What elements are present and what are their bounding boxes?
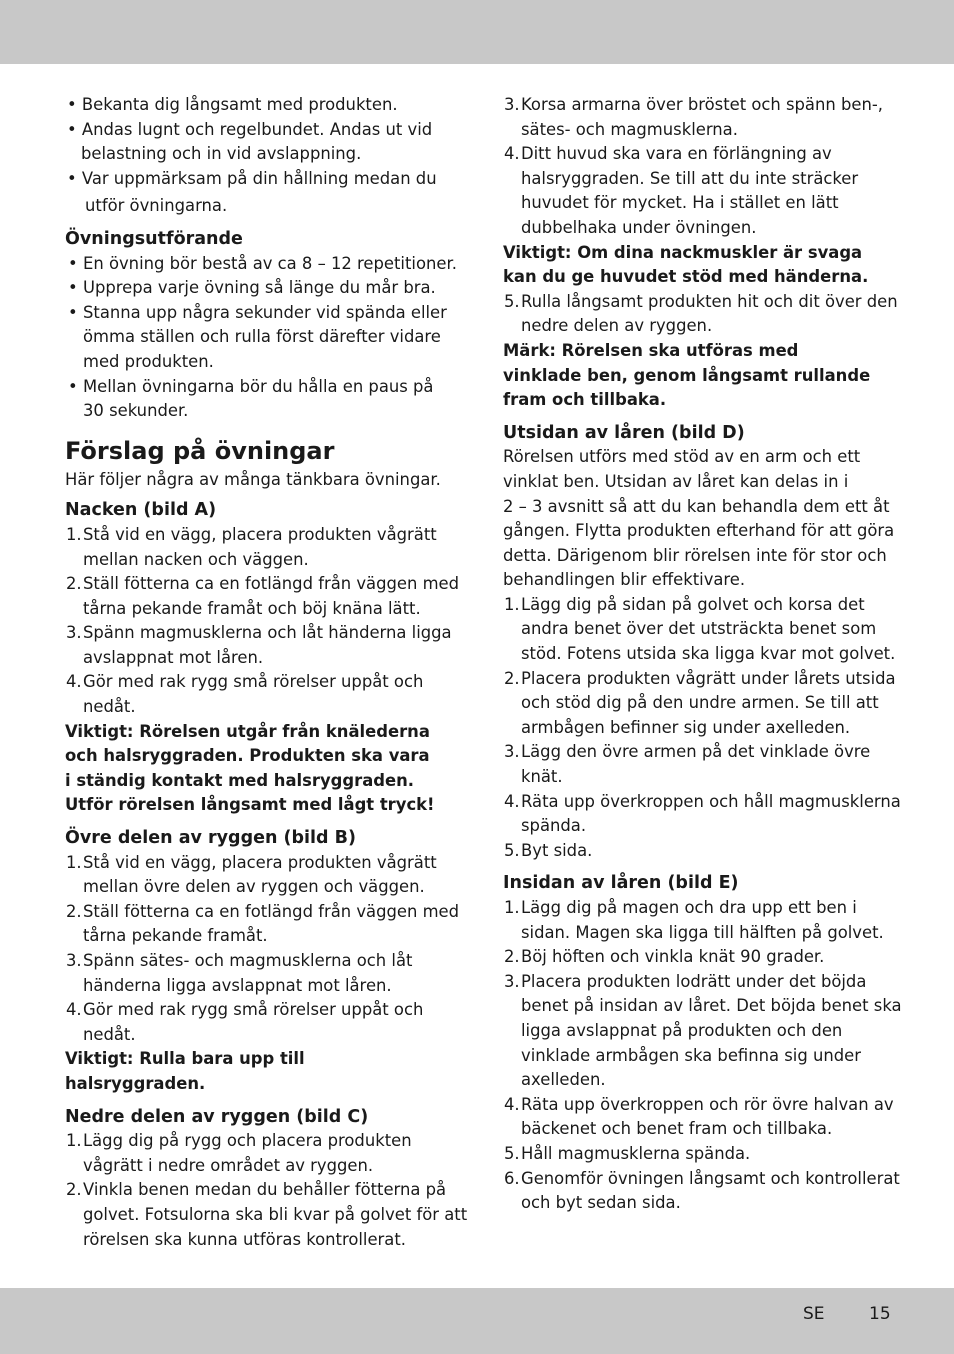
list-item [65,998,457,1023]
list-marker: 4. [504,144,520,164]
list-text: Lägg dig på magen och dra upp ett ben i [521,898,857,917]
list-text: Korsa armarna över bröstet och spänn ben-, [521,95,883,114]
paragraph-line: Rörelsen utförs med stöd av en arm och ett [503,447,861,467]
left-column [65,93,468,1252]
nedre-list-cont [503,290,898,339]
list-item [503,290,898,315]
ovning-list [65,252,457,424]
section-heading: Nacken (bild A) [65,500,217,521]
utsidan-intro [503,445,895,593]
ovre-list [65,851,460,1048]
list-text: Ställ fötterna ca en fotlängd från väggen med [83,901,460,921]
list-text: händerna ligga avslappnat mot låren. [83,975,392,995]
note-line: kan du ge huvudet stöd med händerna. [503,267,869,287]
list-item [503,1191,895,1216]
list-item [65,670,457,695]
list-item [65,548,457,573]
list-text: Upprepa varje övning så länge du mår bra. [83,278,436,298]
list-text: mellan övre delen av ryggen och väggen. [83,877,425,897]
list-marker: • [68,376,78,396]
page-title: Förslag på övningar [65,436,335,465]
list-marker: 3. [66,623,82,643]
list-marker: 3. [504,742,520,762]
list-item [503,93,895,118]
list-marker: 5. [504,840,520,860]
list-text: Stå vid en vägg, placera produkten vågrätt [83,852,437,872]
list-item [65,597,457,622]
list-marker: 4. [66,1000,82,1020]
list-marker: • [68,302,78,322]
list-marker: 1. [66,852,82,872]
list-text: ömma ställen och rulla först därefter vidare [83,327,441,347]
list-marker: 2. [504,668,520,688]
list-text: Gör med rak rygg små rörelser uppåt och [83,672,424,692]
list-item [503,716,895,741]
bullet-item: utför övningarna. [85,196,228,216]
list-text: benet på insidan av låret. Det böjda benet ska [521,996,902,1016]
list-text: avslappnat mot låren. [83,647,264,667]
list-item [503,642,895,667]
list-text: Placera produkten vågrätt under lårets utsida [521,668,896,688]
list-item [65,350,457,375]
bullet-item: • Bekanta dig långsamt med produkten. [67,95,398,114]
list-item [65,851,457,876]
list-text: armbågen befinner sig under axelleden. [521,717,851,737]
list-item [65,646,457,671]
list-item [503,191,895,216]
list-item [503,1117,895,1142]
list-text: Rulla långsamt produkten hit och dit över den [521,291,898,311]
list-item [503,1019,895,1044]
note-line: halsryggraden. [65,1073,206,1093]
note-line: och halsryggraden. Produkten ska vara [65,746,430,766]
list-item [503,994,902,1019]
list-text: Ditt huvud ska vara en förlängning av [521,144,832,164]
list-text: andra benet över det utsträckta benet som [521,619,877,639]
section-heading: Övre delen av ryggen (bild B) [65,828,356,849]
note-line: Märk: Rörelsen ska utföras med [503,340,799,360]
list-item [503,1044,895,1069]
list-marker: 3. [66,951,82,970]
list-item [503,970,895,995]
bullet-item: belastning och in vid avslappning. [81,144,362,164]
list-text: nedre delen av ryggen. [521,316,713,336]
list-item [65,325,457,350]
list-item [65,875,457,900]
paragraph-line: detta. Därigenom blir rörelsen inte för stor och [503,545,887,565]
list-item [65,900,460,925]
list-item [65,375,457,400]
list-marker: 1. [504,898,520,917]
list-text: axelleden. [521,1070,606,1090]
list-item [65,572,460,597]
paragraph-line: behandlingen blir effektivare. [503,570,746,590]
list-text: Byt sida. [521,840,593,860]
list-marker: 4. [66,672,82,692]
list-item [503,314,895,339]
list-text: Vinkla benen medan du behåller fötterna på [83,1180,447,1200]
list-text: stöd. Fotens utsida ska ligga kvar mot golvet. [521,644,896,664]
list-item [65,1228,457,1253]
note-line: Viktigt: Rulla bara upp till [65,1049,305,1069]
right-column [503,93,902,1216]
section-heading: Nedre delen av ryggen (bild C) [65,1106,369,1127]
list-item [503,814,895,839]
list-text: sätes- och magmusklerna. [521,119,738,139]
list-item [503,167,895,192]
list-item [503,691,895,716]
list-item [65,1178,457,1203]
page-number: 15 [869,1304,891,1324]
list-item [65,301,457,326]
list-item [65,695,457,720]
list-text: och stöd dig på den undre armen. Se till att [521,693,879,713]
note-line: fram och tillbaka. [503,390,667,410]
list-item [65,1023,457,1048]
header-bar [0,0,954,64]
list-text: rörelsen ska kunna utföras kontrollerat. [83,1229,406,1249]
list-text: Böj höften och vinkla knät 90 grader. [521,947,825,967]
bullet-item: • Var uppmärksam på din hållning medan du [67,168,437,188]
list-marker: 4. [504,1094,520,1114]
list-text: vinklade armbågen ska befinna sig under [521,1045,861,1065]
nedre-note [503,339,895,413]
note-line: vinklade ben, genom långsamt rullande [503,365,871,385]
list-text: och byt sedan sida. [521,1193,681,1213]
utsidan-list [503,593,901,864]
list-text: mellan nacken och väggen. [83,549,309,569]
list-text: Håll magmusklerna spända. [521,1143,751,1163]
list-text: nedåt. [83,697,136,717]
list-text: huvudet för mycket. Ha i stället en lätt [521,193,839,213]
list-text: Mellan övningarna bör du hålla en paus på [83,376,434,396]
list-item [65,399,457,424]
list-item [65,949,457,974]
list-marker: 5. [504,1143,520,1163]
paragraph-line: 2 – 3 avsnitt så att du kan behandla dem ett åt [503,496,890,516]
list-text: Gör med rak rygg små rörelser uppåt och [83,1000,424,1020]
list-marker: 2. [66,901,82,921]
list-text: ligga avslappnat på produkten och den [521,1020,843,1040]
list-item [65,1154,457,1179]
list-marker: 2. [66,1180,82,1200]
list-marker: 2. [66,574,82,594]
list-text: Spänn magmusklerna och låt händerna ligga [83,623,452,643]
list-text: vågrätt i nedre området av ryggen. [83,1155,374,1175]
list-text: dubbelhaka under övningen. [521,217,757,237]
note-line: i ständig kontakt med halsryggraden. [65,770,415,790]
list-text: knät. [521,767,563,787]
intro-bullets [65,93,457,219]
list-item [65,1129,457,1154]
list-item [503,896,895,921]
insidan-list [503,896,902,1216]
list-text: spända. [521,816,587,836]
list-marker: 3. [504,95,520,114]
list-item [503,1068,895,1093]
list-text: Spänn sätes- och magmusklerna och låt [83,951,413,970]
list-text: Lägg dig på rygg och placera produkten [83,1131,412,1151]
ovre-note [65,1047,457,1096]
section-heading: Övningsutförande [65,228,243,249]
list-item [503,593,895,618]
list-text: Genomför övningen långsamt och kontrollerat [521,1168,900,1188]
list-marker: 4. [504,791,520,811]
list-text: golvet. Fotsulorna ska bli kvar på golvet för att [83,1204,468,1224]
list-text: tårna pekande framåt och böj knäna lätt. [83,598,421,618]
list-text: Ställ fötterna ca en fotlängd från väggen med [83,574,460,594]
list-item [503,839,895,864]
list-marker: • [68,278,78,298]
list-text: En övning bör bestå av ca 8 – 12 repetitioner. [83,253,457,273]
nacken-list [65,523,460,720]
intro-text: Här följer några av många tänkbara övningar. [65,469,441,489]
list-item [65,621,457,646]
list-text: Stanna upp några sekunder vid spända eller [83,302,447,322]
list-item [503,1093,895,1118]
list-item [503,142,895,167]
language-code: SE [803,1304,825,1324]
section-heading: Utsidan av låren (bild D) [503,422,745,443]
list-item [503,1142,895,1167]
list-text: bäckenet och benet fram och tillbaka. [521,1119,833,1139]
list-item [65,1203,468,1228]
list-text: med produkten. [83,351,214,371]
list-item [503,790,901,815]
note-line: Viktigt: Rörelsen utgår från knälederna [65,721,430,741]
list-item [503,921,895,946]
list-text: halsryggraden. Se till att du inte sträcker [521,168,859,188]
list-marker: • [68,253,78,273]
list-item [65,252,457,277]
list-marker: 1. [504,594,520,614]
list-text: Stå vid en vägg, placera produkten vågrätt [83,524,437,544]
list-item [65,974,457,999]
list-marker: 2. [504,947,520,967]
list-item [503,740,895,765]
bullet-item: • Andas lugnt och regelbundet. Andas ut vid [67,119,433,139]
list-text: tårna pekande framåt. [83,926,268,946]
list-marker: 1. [66,524,82,544]
list-item [503,765,895,790]
list-text: 30 sekunder. [83,401,189,421]
nacken-note [65,720,457,818]
list-item [65,523,457,548]
nedre-list-cont [503,93,895,241]
list-text: Lägg den övre armen på det vinklade övre [521,742,871,762]
list-marker: 1. [66,1131,82,1151]
list-marker: 3. [504,971,520,991]
list-text: nedåt. [83,1024,136,1044]
list-text: Räta upp överkroppen och håll magmusklerna [521,791,901,811]
paragraph-line: gången. Flytta produkten efterhand för att göra [503,521,895,541]
list-text: Placera produkten lodrätt under det böjda [521,971,867,991]
list-item [503,667,895,692]
list-item [503,617,895,642]
list-text: Lägg dig på sidan på golvet och korsa det [521,594,865,614]
list-item [65,276,457,301]
list-item [503,945,895,970]
nedre-list [65,1129,468,1252]
list-item [503,1167,900,1192]
list-marker: 5. [504,291,520,311]
note-line: Viktigt: Om dina nackmuskler är svaga [503,242,863,262]
list-text: sidan. Magen ska ligga till hälften på golvet. [521,922,884,942]
list-item [503,118,895,143]
note-line: Utför rörelsen långsamt med lågt tryck! [65,795,435,815]
nedre-note [503,241,895,290]
list-text: Räta upp överkroppen och rör övre halvan av [521,1094,894,1114]
list-marker: 6. [504,1168,520,1188]
section-heading: Insidan av låren (bild E) [503,873,739,894]
paragraph-line: vinklat ben. Utsidan av låret kan delas in i [503,471,849,491]
list-item [503,216,895,241]
list-item [65,924,457,949]
